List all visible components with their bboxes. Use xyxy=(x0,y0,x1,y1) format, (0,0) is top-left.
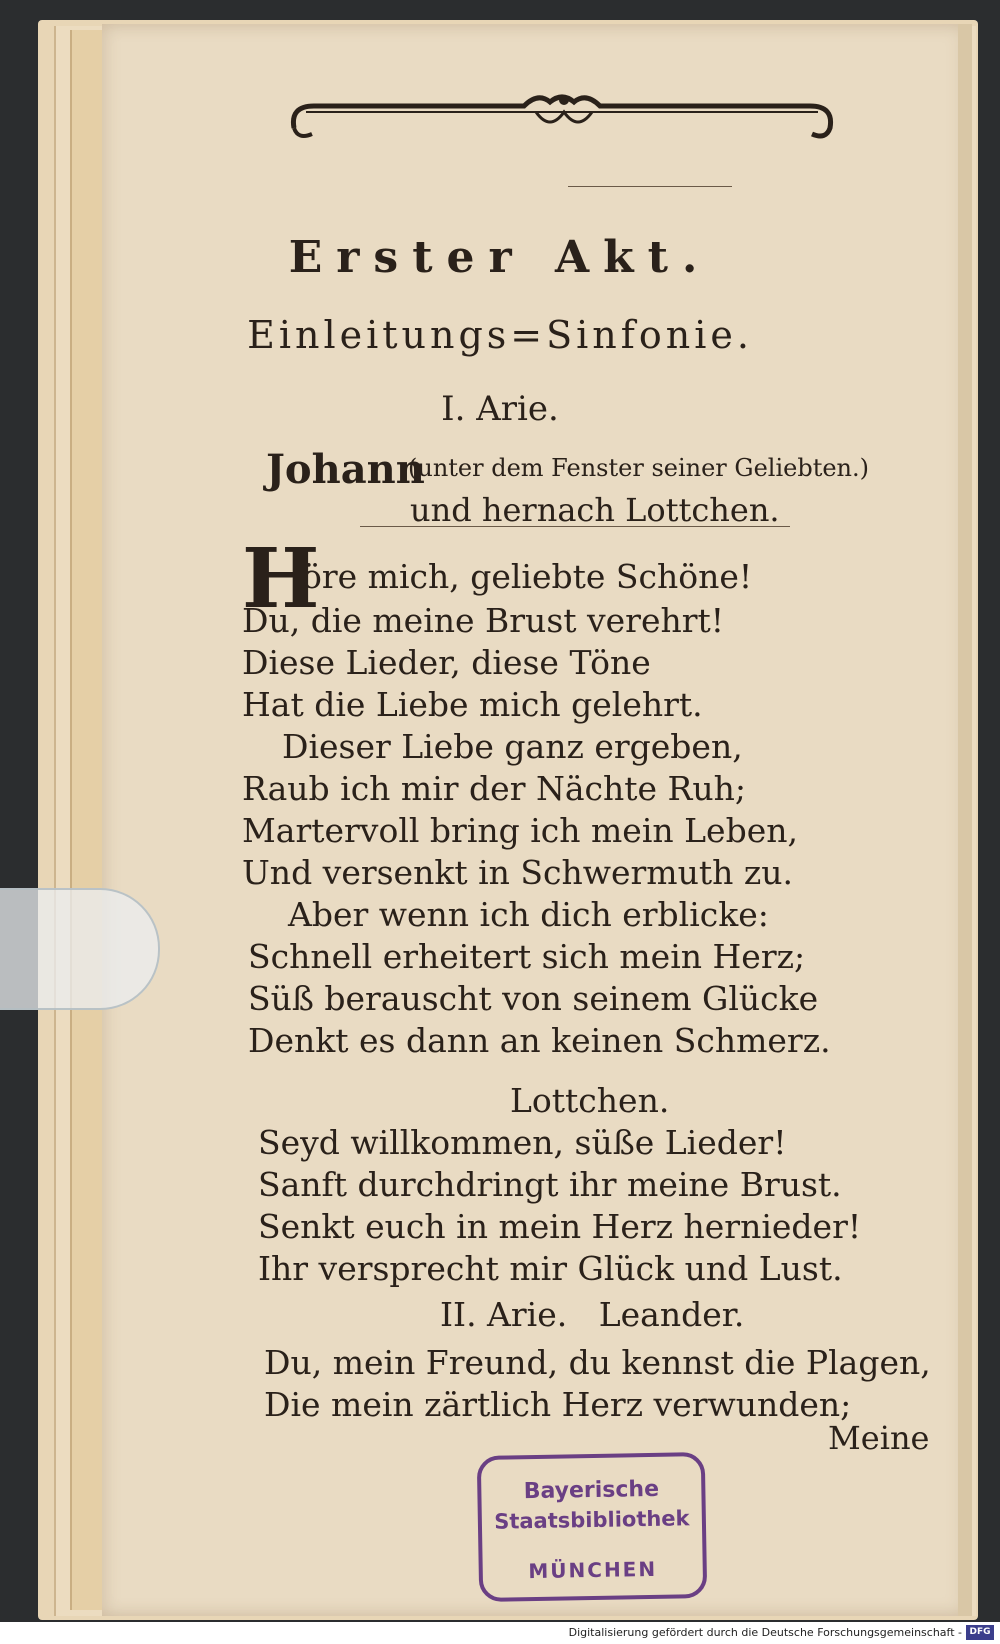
arie-1-heading: I. Arie. xyxy=(441,389,559,429)
stamp-line-1: Bayerische xyxy=(523,1476,660,1505)
verse-line: Hat die Liebe mich gelehrt. xyxy=(242,685,703,724)
stage-direction: (unter dem Fenster seiner Geliebten.) xyxy=(408,454,869,482)
library-stamp xyxy=(477,1452,708,1602)
dfg-logo: DFG xyxy=(966,1625,994,1640)
verse-line: Und versenkt in Schwermuth zu. xyxy=(242,853,793,892)
act-title: Erster Akt. xyxy=(288,232,712,283)
drop-initial: H xyxy=(242,531,320,627)
verse-line: Raub ich mir der Nächte Ruh; xyxy=(242,769,746,808)
sinfonie-heading: Einleitungs=Sinfonie. xyxy=(247,313,753,357)
speaker-lottchen: Lottchen. xyxy=(510,1081,670,1120)
verse-line: Ihr versprecht mir Glück und Lust. xyxy=(258,1249,843,1288)
verse-line: Sanft durchdringt ihr meine Brust. xyxy=(258,1165,842,1204)
speaker-johann: Johann xyxy=(266,446,425,493)
verse-line: Die mein zärtlich Herz verwunden; xyxy=(264,1385,852,1424)
verse-line: öre mich, geliebte Schöne! xyxy=(302,557,753,596)
stamp-line-3: MÜNCHEN xyxy=(528,1556,658,1584)
verse-line: Süß berauscht von seinem Glücke xyxy=(248,979,819,1018)
verse-line: Schnell erheitert sich mein Herz; xyxy=(248,937,806,976)
separator-rule-top xyxy=(568,186,732,187)
verse-line: Martervoll bring ich mein Leben, xyxy=(242,811,798,850)
ornament-header xyxy=(288,88,836,150)
verse-line: Denkt es dann an keinen Schmerz. xyxy=(248,1021,831,1060)
page-clip-holder xyxy=(0,888,160,1010)
verse-line: Du, die meine Brust verehrt! xyxy=(242,601,725,640)
catchword: Meine xyxy=(828,1419,930,1457)
verse-line: Seyd willkommen, süße Lieder! xyxy=(258,1123,787,1162)
footer-bar xyxy=(0,1622,1000,1644)
arie-2-heading: II. Arie. Leander. xyxy=(440,1295,745,1334)
funding-notice: Digitalisierung gefördert durch die Deutsche Forschungsgemeinschaft - xyxy=(568,1626,962,1639)
verse-line: Du, mein Freund, du kennst die Plagen, xyxy=(264,1343,931,1382)
stage-direction-line2: und hernach Lottchen. xyxy=(410,491,780,529)
stamp-line-2: Staatsbibliothek xyxy=(494,1506,690,1534)
verse-line: Diese Lieder, diese Töne xyxy=(242,643,651,682)
verse-line: Aber wenn ich dich erblicke: xyxy=(288,895,769,934)
verse-line: Senkt euch in mein Herz hernieder! xyxy=(258,1207,862,1246)
verse-line: Dieser Liebe ganz ergeben, xyxy=(282,727,743,766)
separator-rule-verse xyxy=(360,526,790,527)
